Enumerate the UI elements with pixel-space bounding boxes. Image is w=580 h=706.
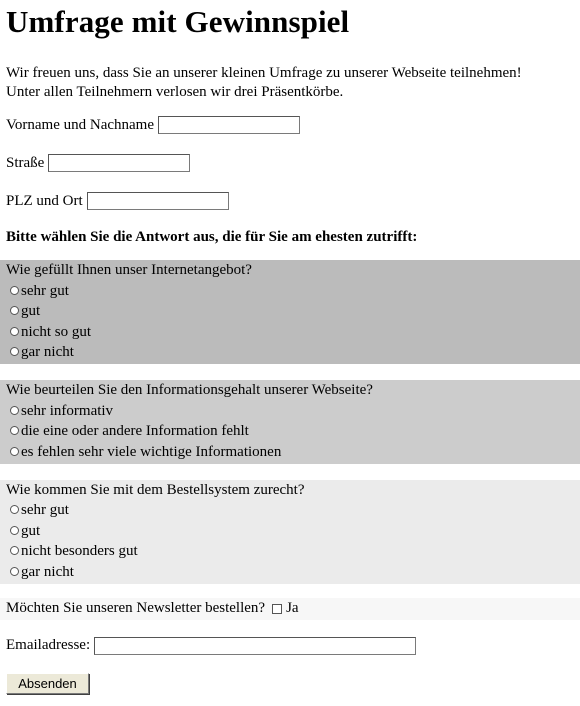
city-field-row	[6, 190, 574, 212]
option-label[interactable]: sehr gut	[21, 282, 69, 299]
option-row[interactable]	[6, 400, 574, 421]
name-field-row	[6, 114, 574, 136]
question-internet-offer	[0, 260, 580, 364]
option-label[interactable]: sehr informativ	[21, 402, 114, 419]
newsletter-row	[0, 598, 580, 620]
question-title: Wie kommen Sie mit dem Bestellsystem zurecht?	[6, 481, 305, 498]
option-row[interactable]	[6, 561, 574, 582]
page-title: Umfrage mit Gewinnspiel	[6, 4, 350, 39]
radio-button[interactable]	[10, 546, 19, 555]
option-row[interactable]	[6, 441, 574, 462]
radio-button[interactable]	[10, 567, 19, 576]
submit-button[interactable]: Absenden	[6, 673, 89, 694]
option-row[interactable]	[6, 421, 574, 442]
intro-text	[6, 64, 574, 102]
city-label: PLZ und Ort	[6, 192, 83, 209]
street-input[interactable]	[48, 154, 190, 172]
option-row[interactable]	[6, 301, 574, 322]
newsletter-checkbox[interactable]	[272, 604, 282, 614]
email-label: Emailadresse:	[6, 637, 91, 653]
option-label[interactable]: die eine oder andere Information fehlt	[21, 423, 249, 439]
option-label[interactable]: nicht besonders gut	[21, 543, 138, 559]
survey-page	[0, 4, 580, 694]
email-input[interactable]	[94, 637, 416, 655]
street-field-row	[6, 152, 574, 174]
newsletter-question: Möchten Sie unseren Newsletter bestellen?	[6, 600, 266, 616]
option-label[interactable]: es fehlen sehr viele wichtige Informationen	[21, 443, 282, 460]
option-label[interactable]: gut	[21, 303, 41, 319]
option-row[interactable]	[6, 280, 574, 301]
radio-button[interactable]	[10, 505, 19, 514]
intro-line-1: Wir freuen uns, dass Sie an unserer kleinen Umfrage zu unserer Webseite teilnehmen!	[6, 65, 522, 81]
option-label[interactable]: gar nicht	[21, 344, 74, 360]
radio-button[interactable]	[10, 426, 19, 435]
option-row[interactable]	[6, 342, 574, 363]
radio-button[interactable]	[10, 306, 19, 315]
name-label: Vorname und Nachname	[6, 116, 155, 133]
option-row[interactable]	[6, 500, 574, 521]
option-row[interactable]	[6, 321, 574, 342]
radio-button[interactable]	[10, 406, 19, 415]
name-input[interactable]	[158, 116, 300, 134]
intro-line-2: Unter allen Teilnehmern verlosen wir drei Präsentkörbe.	[6, 84, 344, 100]
option-row[interactable]	[6, 541, 574, 562]
question-order-system	[0, 480, 580, 584]
city-input[interactable]	[87, 192, 229, 210]
question-title: Wie gefüllt Ihnen unser Internetangebot?	[6, 262, 252, 278]
option-label[interactable]: gar nicht	[21, 563, 74, 580]
option-label[interactable]: nicht so gut	[21, 323, 91, 340]
radio-button[interactable]	[10, 526, 19, 535]
email-field-row	[6, 635, 574, 657]
question-title: Wie beurteilen Sie den Informationsgehalt unserer Webseite?	[6, 382, 373, 398]
radio-button[interactable]	[10, 286, 19, 295]
instruction-text: Bitte wählen Sie die Antwort aus, die für Sie am ehesten zutrifft:	[6, 229, 418, 245]
radio-button[interactable]	[10, 447, 19, 456]
newsletter-checkbox-label[interactable]: Ja	[286, 600, 299, 616]
radio-button[interactable]	[10, 347, 19, 356]
option-row[interactable]	[6, 520, 574, 541]
street-label: Straße	[6, 154, 45, 171]
radio-button[interactable]	[10, 327, 19, 336]
question-information-content	[0, 380, 580, 464]
option-label[interactable]: sehr gut	[21, 502, 69, 518]
option-label[interactable]: gut	[21, 522, 41, 539]
